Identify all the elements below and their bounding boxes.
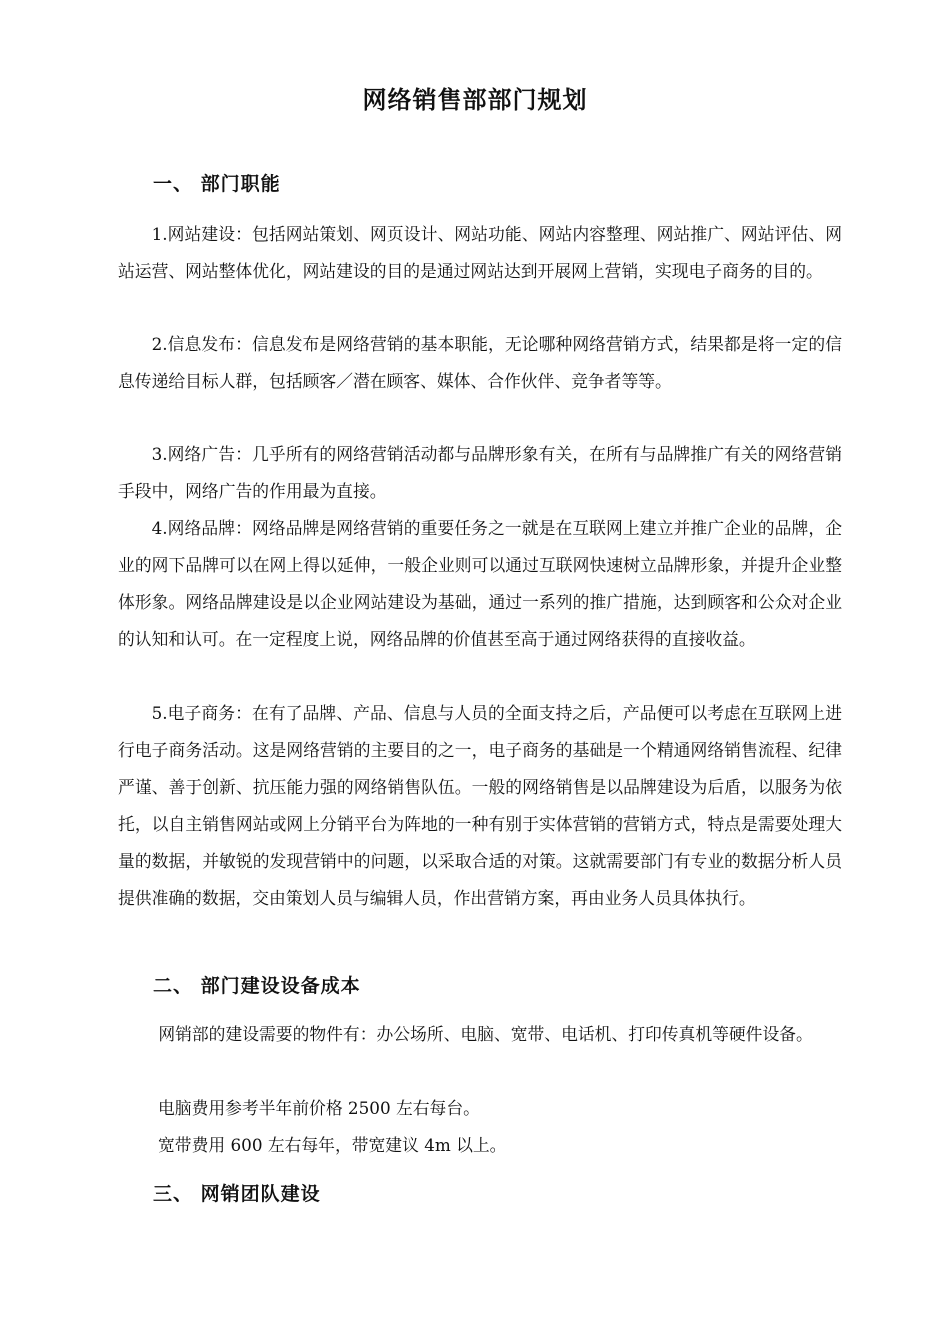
paragraph-broadband-cost: 宽带费用 600 左右每年，带宽建议 4m 以上。: [158, 1135, 507, 1155]
document-title: 网络销售部部门规划: [362, 86, 588, 114]
paragraph-info-publishing: 2.信息发布：信息发布是网络营销的基本职能，无论哪种网络营销方式，结果都是将一定的信息传递给目标人群，包括顾客／潜在顾客、媒体、合作伙伴、竞争者等等。: [118, 334, 842, 391]
section-heading-functions: 一、 部门职能: [153, 173, 281, 195]
section-heading-team-building: 三、 网销团队建设: [153, 1183, 321, 1205]
paragraph-website-building: 1.网站建设：包括网站策划、网页设计、网站功能、网站内容整理、网站推广、网站评估、网站运营、网站整体优化，网站建设的目的是通过网站达到开展网上营销，实现电子商务的目的。: [118, 224, 842, 281]
paragraph-ecommerce: 5.电子商务：在有了品牌、产品、信息与人员的全面支持之后，产品便可以考虑在互联网上进行电子商务活动。这是网络营销的主要目的之一，电子商务的基础是一个精通网络销售流程、纪律严谨、善于创新、抗压能力强的网络销售队伍。一般的网络销售是以品牌建设为后盾，以服务为依托，以自主销售网站或网上分销平台为阵地的一种有别于实体营销的营销方式，特点是需要处理大量的数据，并敏锐的发现营销中的问题，以采取合适的对策。这就需要部门有专业的数据分析人员提供准确的数据，交由策划人员与编辑人员，作出营销方案，再由业务人员具体执行。: [118, 703, 842, 908]
paragraph-equipment-list: 网销部的建设需要的物件有：办公场所、电脑、宽带、电话机、打印传真机等硬件设备。: [158, 1024, 813, 1044]
paragraph-online-ads: 3.网络广告：几乎所有的网络营销活动都与品牌形象有关，在所有与品牌推广有关的网络营销手段中，网络广告的作用最为直接。: [118, 444, 842, 501]
section-heading-equipment-cost: 二、 部门建设设备成本: [153, 975, 361, 997]
paragraph-computer-cost: 电脑费用参考半年前价格 2500 左右每台。: [158, 1098, 480, 1118]
paragraph-online-brand: 4.网络品牌：网络品牌是网络营销的重要任务之一就是在互联网上建立并推广企业的品牌，企业的网下品牌可以在网上得以延伸，一般企业则可以通过互联网快速树立品牌形象，并提升企业整体形象。网络品牌建设是以企业网站建设为基础，通过一系列的推广措施，达到顾客和公众对企业的认知和认可。在一定程度上说，网络品牌的价值甚至高于通过网络获得的直接收益。: [118, 518, 842, 649]
